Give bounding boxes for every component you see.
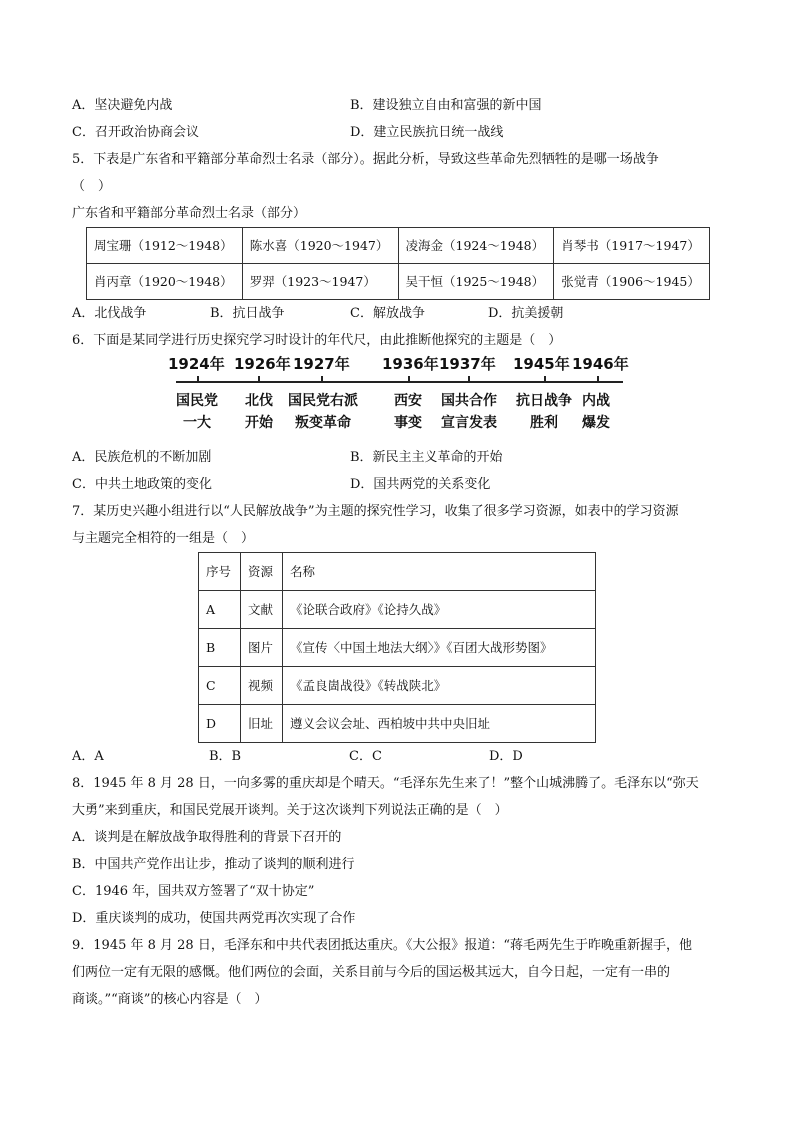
table-cell: 凌海金（1924～1948）	[398, 228, 554, 264]
q6-stem: 6．下面是某同学进行历史探究学习时设计的年代尺，由此推断他探究的主题是（ ）	[72, 333, 562, 348]
table-header-row	[199, 553, 596, 591]
timeline-tick	[597, 376, 599, 381]
timeline-event	[176, 390, 218, 434]
q7-option-c: C．C	[349, 749, 382, 764]
table-cell: D	[199, 705, 241, 743]
event-line: 一大	[183, 415, 211, 431]
q6-options-row2	[72, 471, 722, 498]
resources-table	[198, 552, 596, 743]
timeline-year: 1945年	[513, 355, 570, 373]
table-header-cell: 资源	[241, 553, 283, 591]
q7-option-b: B．B	[209, 749, 242, 764]
q7-options	[72, 743, 722, 770]
q4-option-d: D．建立民族抗日统一战线	[350, 125, 504, 140]
table-cell: 文献	[241, 591, 283, 629]
q7-option-a: A．A	[72, 749, 104, 764]
table-cell: 图片	[241, 629, 283, 667]
q5-option-c: C．解放战争	[350, 306, 425, 321]
table-cell: 肖丙章（1920～1948）	[87, 264, 243, 300]
table-cell: 罗羿（1923～1947）	[242, 264, 398, 300]
martyrs-table	[86, 227, 710, 300]
timeline-tick	[544, 376, 546, 381]
timeline-tick	[321, 376, 323, 381]
event-line: 西安	[394, 393, 422, 409]
table-header-cell: 名称	[283, 553, 596, 591]
table-row	[87, 264, 710, 300]
q7-stem-cont: 与主题完全相符的一组是（ ）	[72, 531, 255, 546]
table-cell: 吴干恒（1925～1948）	[398, 264, 554, 300]
q8-option-d: D．重庆谈判的成功，使国共两党再次实现了合作	[72, 911, 356, 926]
q4-option-c: C．召开政治协商会议	[72, 125, 199, 140]
table-cell: 周宝珊（1912～1948）	[87, 228, 243, 264]
event-line: 胜利	[530, 415, 558, 431]
q8-option-b: B．中国共产党作出让步，推动了谈判的顺利进行	[72, 857, 355, 872]
table-row	[87, 228, 710, 264]
q5-table-title: 广东省和平籍部分革命烈士名录（部分）	[72, 206, 307, 221]
q5-options	[72, 300, 722, 327]
timeline-tick	[468, 376, 470, 381]
exam-page	[72, 92, 722, 1013]
q7-stem: 7．某历史兴趣小组进行以“人民解放战争”为主题的探究性学习，收集了很多学习资源，如表中的学习资源	[72, 504, 679, 519]
q9-stem-end: 商谈。”“商谈”的核心内容是（ ）	[72, 992, 268, 1007]
timeline-tick	[408, 376, 410, 381]
timeline-tick	[258, 376, 260, 381]
q6-option-d: D．国共两党的关系变化	[350, 477, 491, 492]
q4-option-a: A．坚决避免内战	[72, 98, 173, 113]
timeline-year: 1926年	[234, 355, 291, 373]
q8-stem: 8．1945 年 8 月 28 日，一向多雾的重庆却是个晴天。“毛泽东先生来了！”整个山城沸腾了。毛泽东以“弥天	[72, 776, 699, 791]
table-cell: 视频	[241, 667, 283, 705]
timeline-ruler	[72, 354, 722, 444]
timeline-event	[288, 390, 358, 434]
q8-option-c: C．1946 年，国共双方签署了“双十协定”	[72, 884, 315, 899]
timeline-year: 1937年	[439, 355, 496, 373]
q4-options-row1	[72, 92, 722, 119]
q9-stem: 9．1945 年 8 月 28 日，毛泽东和中共代表团抵达重庆。《大公报》报道：“蒋毛两先生于昨晚重新握手，他	[72, 938, 692, 953]
timeline-event	[582, 390, 610, 434]
event-line: 宣言发表	[441, 415, 497, 431]
table-row	[199, 667, 596, 705]
event-line: 开始	[245, 415, 273, 431]
q5-option-a: A．北伐战争	[72, 306, 147, 321]
event-line: 抗日战争	[516, 393, 572, 409]
event-line: 国民党右派	[288, 393, 358, 409]
q8-option-a: A．谈判是在解放战争取得胜利的背景下召开的	[72, 830, 342, 845]
timeline-event	[441, 390, 497, 434]
timeline-year: 1927年	[293, 355, 350, 373]
q4-option-b: B．建设独立自由和富强的新中国	[350, 98, 542, 113]
timeline-year: 1946年	[572, 355, 629, 373]
table-header-cell: 序号	[199, 553, 241, 591]
timeline-tick	[197, 376, 199, 381]
q4-options-row2	[72, 119, 722, 146]
event-line: 事变	[394, 415, 422, 431]
table-cell: 《孟良崮战役》《转战陕北》	[283, 667, 596, 705]
timeline-year: 1936年	[382, 355, 439, 373]
table-cell: 旧址	[241, 705, 283, 743]
table-cell: 陈水喜（1920～1947）	[242, 228, 398, 264]
table-row	[199, 705, 596, 743]
q8-stem-cont: 大勇”来到重庆，和国民党展开谈判。关于这次谈判下列说法正确的是（ ）	[72, 803, 508, 818]
q5-stem-bracket: （ ）	[72, 179, 112, 194]
event-line: 北伐	[245, 393, 273, 409]
event-line: 国共合作	[441, 393, 497, 409]
q6-option-a: A．民族危机的不断加剧	[72, 450, 212, 465]
q5-stem: 5．下表是广东省和平籍部分革命烈士名录（部分）。据此分析，导致这些革命先烈牺牲的是哪一场战争	[72, 152, 659, 167]
timeline-year: 1924年	[168, 355, 225, 373]
table-cell: 肖琴书（1917～1947）	[554, 228, 710, 264]
q6-option-c: C．中共土地政策的变化	[72, 477, 212, 492]
table-cell: C	[199, 667, 241, 705]
timeline-event	[516, 390, 572, 434]
q9-stem-cont: 们两位一定有无限的感慨。他们两位的会面，关系目前与今后的国运极其远大，自今日起，一定有一串的	[72, 965, 671, 980]
table-cell: B	[199, 629, 241, 667]
q5-option-d: D．抗美援朝	[488, 306, 564, 321]
timeline-axis	[176, 381, 623, 383]
table-cell: A	[199, 591, 241, 629]
event-line: 内战	[582, 393, 610, 409]
q5-option-b: B．抗日战争	[210, 306, 285, 321]
q6-options-row1	[72, 444, 722, 471]
timeline-event	[394, 390, 422, 434]
timeline-event	[245, 390, 273, 434]
event-line: 国民党	[176, 393, 218, 409]
table-cell: 《论联合政府》《论持久战》	[283, 591, 596, 629]
table-row	[199, 629, 596, 667]
table-cell: 《宣传〈中国土地法大纲〉》《百团大战形势图》	[283, 629, 596, 667]
event-line: 叛变革命	[295, 415, 351, 431]
table-row	[199, 591, 596, 629]
q7-option-d: D．D	[489, 749, 523, 764]
event-line: 爆发	[582, 415, 610, 431]
table-cell: 遵义会议会址、西柏坡中共中央旧址	[283, 705, 596, 743]
table-cell: 张觉青（1906～1945）	[554, 264, 710, 300]
q6-option-b: B．新民主主义革命的开始	[350, 450, 503, 465]
